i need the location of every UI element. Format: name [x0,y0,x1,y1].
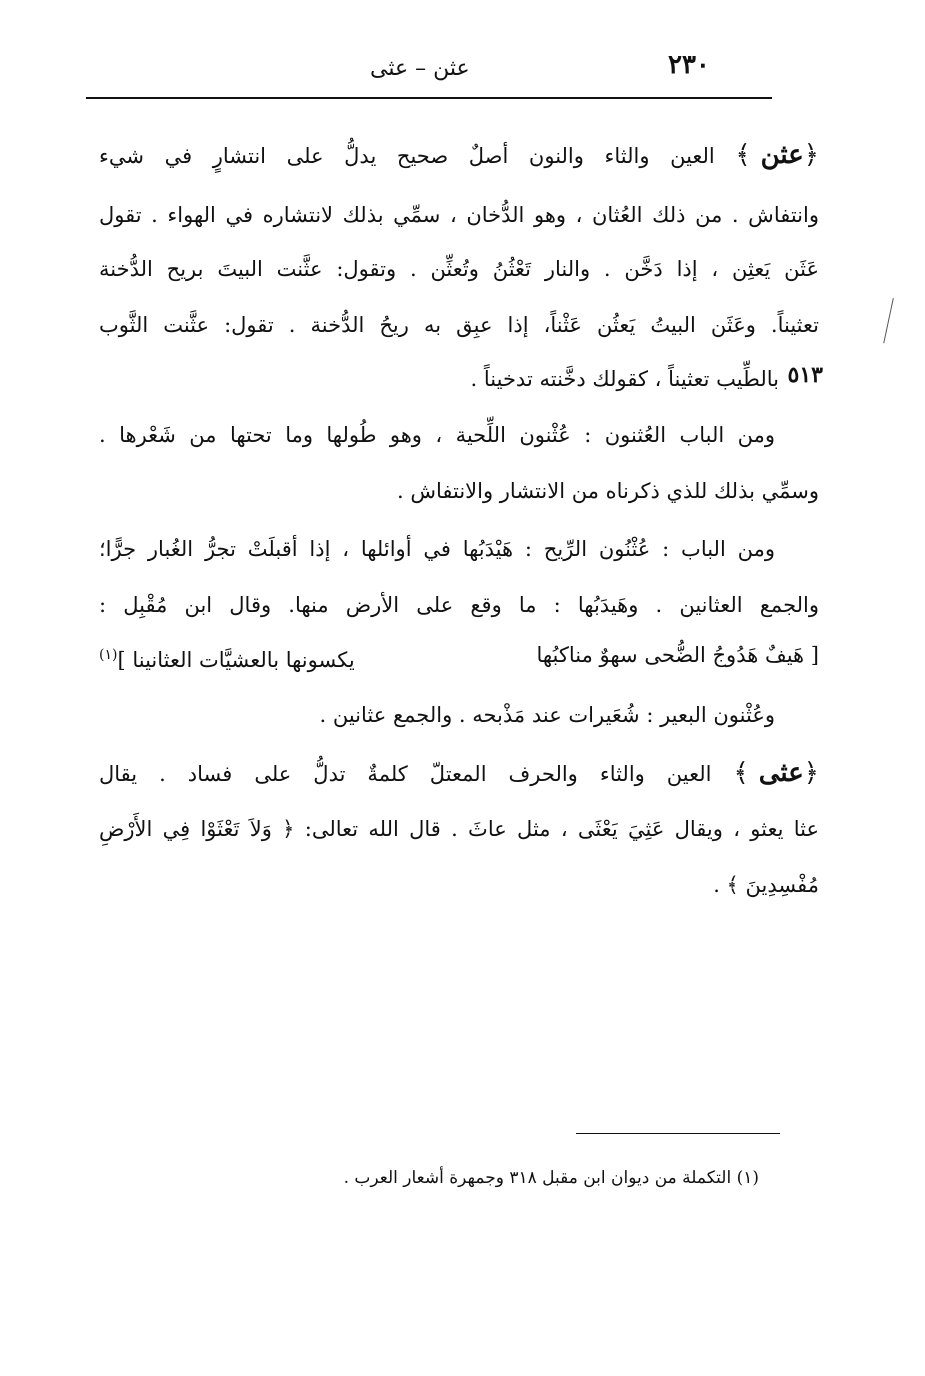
margin-number: ٥١٣ [787,362,823,388]
entry-line: والجمع العثانين . وهَيدَبُها : ما وقع على الأرض منها. وقال ابن مُقْبِل : [99,593,819,617]
ornament-open-icon: ﴿ [803,140,819,170]
entry-line: عَثَن يَعثِن ، إذا دَخَّن . والنار تَعْثُنُ وتُعثِّن . وتقول: عثَّنت البيتَ بريح الدُّخنة [99,257,819,281]
scan-edge-mark [883,298,896,344]
entry-headword: عثن [760,140,804,170]
page-number: ٢٣٠ [668,50,710,80]
ornament-open-icon: ﴿ [803,758,820,788]
entry-line: بالطِّيب تعثيناً ، كقولك دخَّنته تدخيناً . [470,367,779,391]
verse-hemistich-1: [ هَيفٌ هَدُوجُ الضُّحى سهوٌ مناكبُها [536,643,819,667]
entry-text: العين والثاء والنون أصلٌ صحيح يدلُّ على انتشارٍ في شيء [99,144,715,168]
header-rule [86,97,772,99]
entry-text: العين والثاء والحرف المعتلّ كلمةٌ تدلُّ على فساد . يقال [99,762,712,786]
footnote-marker: (١) [99,647,118,663]
verse-hemistich-2: يكسونها بالعشيَّات العثانينا ]$^{(١)}$ [99,647,355,672]
entry-line: تعثيناً. وعَثَن البيتُ يَعثُن عَثْناً، إذا عبِق به ريحُ الدُّخنة . تقول: عثَّنت الثَّوب [99,313,819,337]
entry-line: عثا يعثو ، ويقال عَثِيَ يَعْثَى ، مثل عاثَ . قال الله تعالى: ﴿ وَلاَ تَعْثَوْا فِي الأَرْضِ [99,817,819,841]
entry-headword: عثى [758,758,804,788]
entry-line: ومن الباب : عُثْنُون الرِّيح : هَيْدَبُها في أوائلها ، إذا أقبلَتْ تجرُّ الغُبار جرًّا؛ [99,537,775,561]
entry-line: وعُثْنون البعير : شُعَيرات عند مَذْبحه . والجمع عثانين . [319,703,775,727]
entry-line [99,140,819,171]
poem-verse [99,640,819,675]
footnote-rule [576,1133,780,1134]
entry-line: وسمِّي بذلك للذي ذكرناه من الانتشار والانتفاش . [396,479,819,503]
entry-line [99,758,819,789]
entry-line: ومن الباب العُثنون : عُثْنون اللِّحية ، وهو طُولها وما تحتها من شَعْرها . [99,423,775,447]
ornament-close-icon: ﴾ [735,140,751,170]
footnote: (١) التكملة من ديوان ابن مقبل ٣١٨ وجمهرة أشعار العرب . [343,1168,759,1188]
entry-line: مُفْسِدِينَ ﴾ . [713,873,819,897]
ornament-close-icon: ﴾ [733,758,749,788]
entry-line: وانتفاش . من ذلك العُثان ، وهو الدُّخان ، سمِّي بذلك لانتشاره في الهواء . تقول [99,203,819,227]
running-title: عثن – عثى [370,56,470,81]
